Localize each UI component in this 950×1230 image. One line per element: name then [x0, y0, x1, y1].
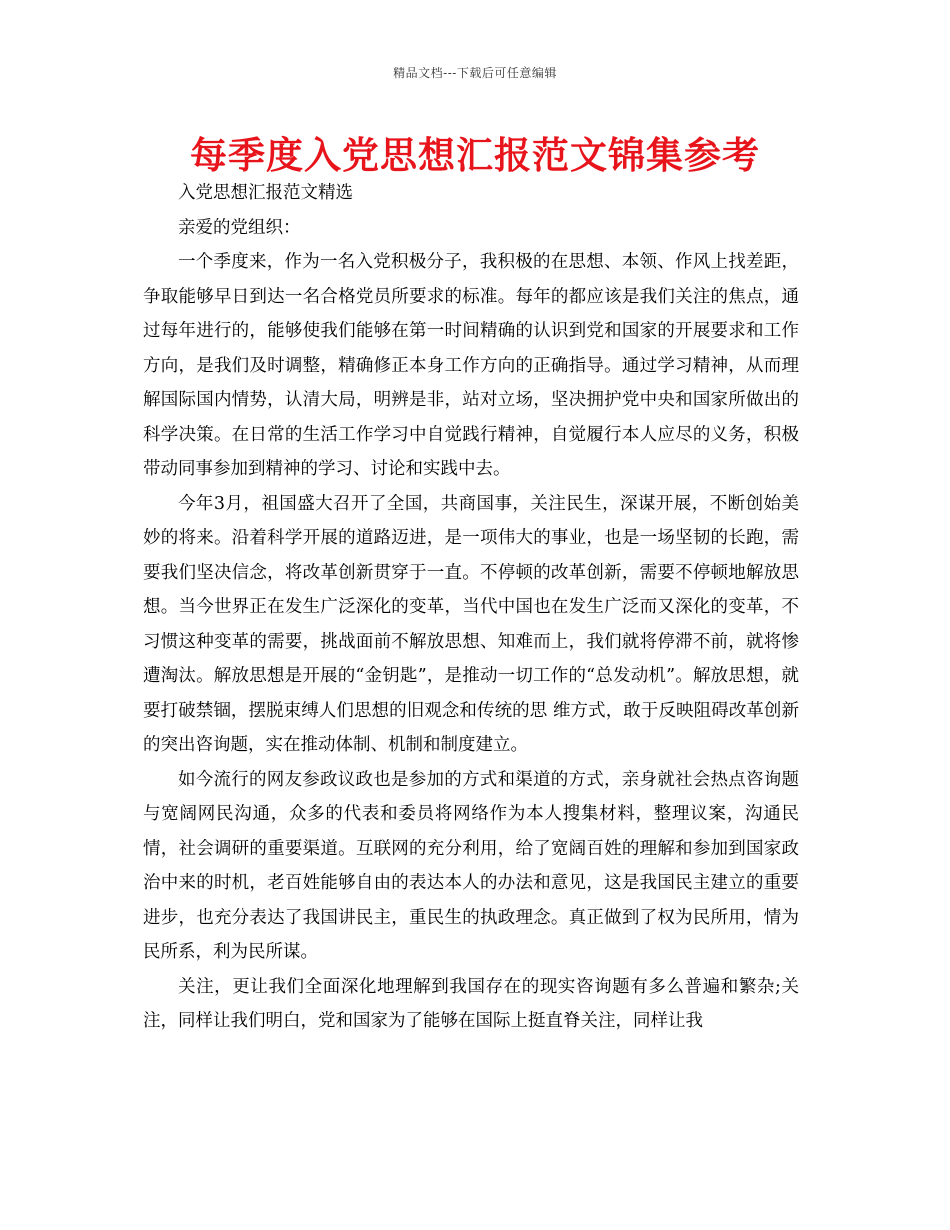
- document-body: [143, 176, 799, 1039]
- document-subtitle: 入党思想汇报范文精选: [178, 183, 353, 203]
- paragraph-3: 如今流行的网友参政议政也是参加的方式和渠道的方式，亲身就社会热点咨询题与宽阔网民沟通，众多的代表和委员将网络作为本人搜集材料，整理议案，沟通民情，社会调研的重要渠道。互联网的充分利用，给了宽阔百姓的理解和参加到国家政治中来的时机，老百姓能够自由的表达本人的办法和意见，这是我国民主建立的重要进步，也充分表达了我国讲民主，重民生的执政理念。真正做到了权为民所用，情为民所系，利为民所谋。: [143, 769, 799, 962]
- salutation: 亲爱的党组织：: [178, 217, 301, 238]
- header-note: 精品文档---下载后可任意编辑: [393, 66, 557, 80]
- paragraph-4: 关注，更让我们全面深化地理解到我国存在的现实咨询题有多么普遍和繁杂;关注，同样让我们明白，党和国家为了能够在国际上挺直脊关注，同样让我: [143, 976, 799, 1031]
- paragraph-1: 一个季度来，作为一名入党积极分子，我积极的在思想、本领、作风上找差距，争取能够早日到达一名合格党员所要求的标准。每年的都应该是我们关注的焦点，通过每年进行的，能够使我们能够在第一时间精确的认识到党和国家的开展要求和工作方向，是我们及时调整，精确修正本身工作方向的正确指导。通过学习精神，从而理解国际国内情势，认清大局，明辨是非，站对立场，坚决拥护党中央和国家所做出的科学决策。在日常的生活工作学习中自觉践行精神，自觉履行本人应尽的义务，积极带动同事参加到精神的学习、讨论和实践中去。: [143, 252, 799, 479]
- paragraph-2: 今年3月，祖国盛大召开了全国，共商国事，关注民生，深谋开展，不断创始美妙的将来。沿着科学开展的道路迈进，是一项伟大的事业，也是一场坚韧的长跑，需要我们坚决信念，将改革创新贯穿于一直。不停顿的改革创新，需要不停顿地解放思想。当今世界正在发生广泛深化的变革，当代中国也在发生广泛而又深化的变革，不习惯这种变革的需要，挑战面前不解放思想、知难而上，我们就将停滞不前，就将惨遭淘汰。解放思想是开展的“金钥匙”，是推动一切工作的“总发动机”。解放思想，就要打破禁锢，摆脱束缚人们思想的旧观念和传统的思 维方式，敢于反映阻碍改革创新的突出咨询题，实在推动体制、机制和制度建立。: [143, 493, 799, 755]
- document-title: 每季度入党思想汇报范文锦集参考: [190, 134, 760, 177]
